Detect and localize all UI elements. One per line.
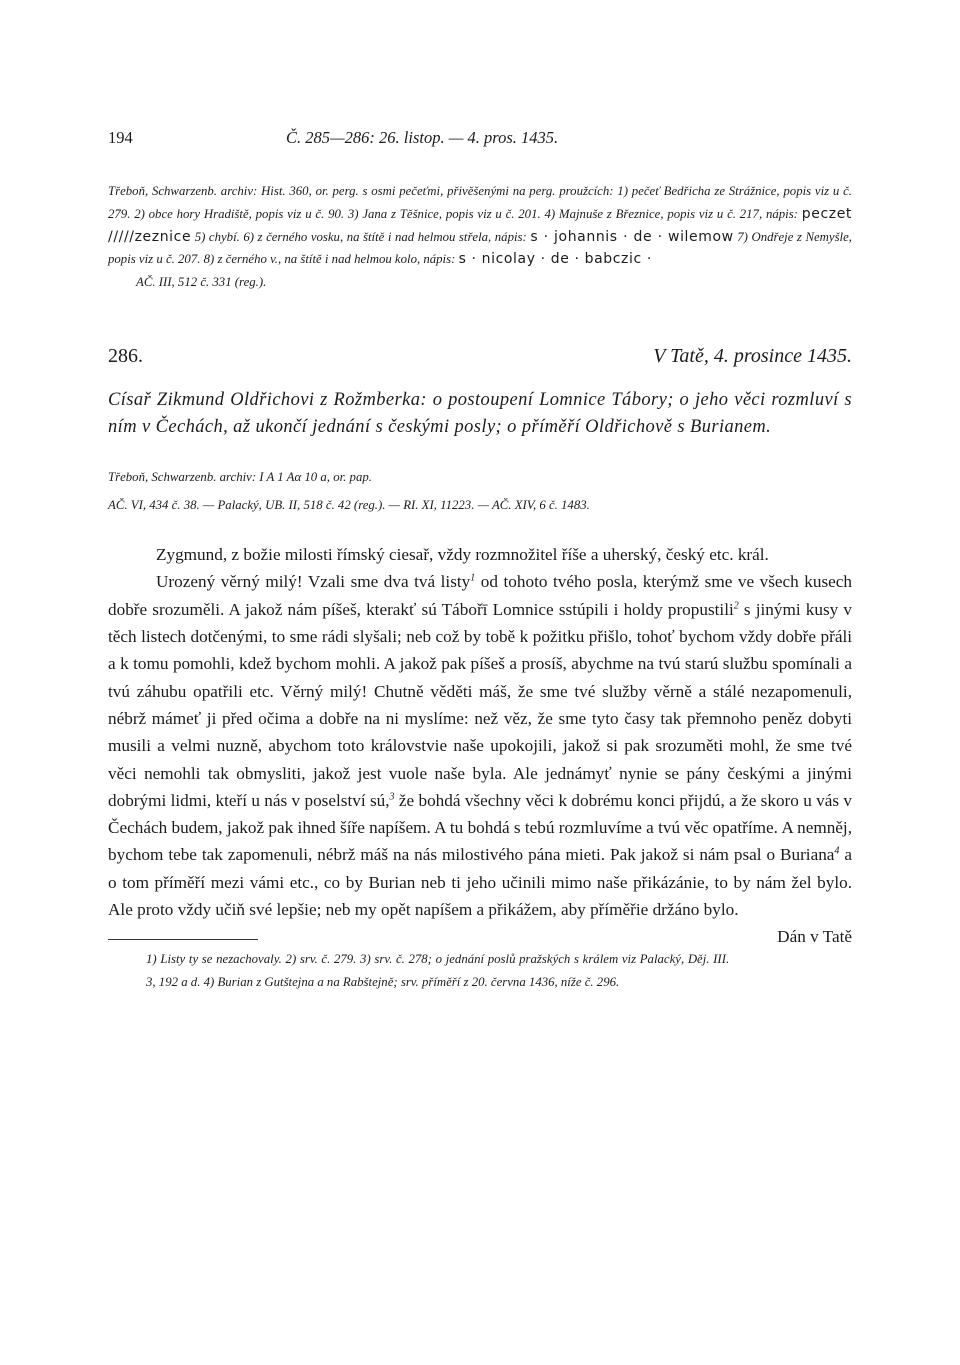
- letter-body: [108, 568, 853, 947]
- running-title: Č. 285—286: 26. listop. — 4. pros. 1435.: [286, 128, 559, 147]
- page-number: 194: [108, 128, 133, 147]
- document-regest: Císař Zikmund Oldřichovi z Rožmberka: o postoupení Lomnice Tábory; o jeho věci rozmluví s ním v Čechách, až ukončí jednání s českými posly; o příměří Oldřichově s Burianem.: [108, 390, 852, 438]
- closing-text: Dán v Tatě: [777, 927, 852, 947]
- document-number: 286.: [108, 345, 143, 368]
- editions-line: AČ. VI, 434 č. 38. — Palacký, UB. II, 518 č. 42 (reg.). — RI. XI, 11223. — AČ. XIV, 6 č. 1483.: [108, 498, 590, 513]
- footnotes: 1) Listy ty se nezachovaly. 2) srv. č. 279. 3) srv. č. 278; o jednání poslů pražských s králem viz Palacký, Děj. III. 3, 192 a d. 4) Burian z Gutštejna a na Rabštejně; srv. příměří z 20. června 1436, níže č. 296.: [146, 952, 730, 989]
- document-heading: [108, 345, 852, 375]
- body-part-4: že bohdá všechny věci k dobrému konci přijdú, a že skoro u vás v Čechách budem, jakož pak ihned šíře napíšem. A tu bohdá s tebú rozmluvíme a tvú věc opatříme. A nemněj, bychom tebe tak zapomenuli, nébrž máš na nás milostivého pána mieti. Pak jakož si nám psal o Buriana: [108, 790, 852, 865]
- body-part-3: s jinými kusy v těch listech dotčenými, to sme rádi slyšali; neb což by tobě k požitku přišlo, tohoť bychom vždy dobře přáli a k tomu pomohli, kdež bychom mohli. A jakož pak píšeš a prosíš, abychme na tvú starú službu spomínali a tvú záhubu opatřili etc. Věrný milý! Chutně věděti máš, že sme tvé služby věrně a stálé nezapomenuli, nébrž mámeť ji před očima a dobře na ni myslíme: než věz, že sme tyto časy tak přemnoho peněz dobyti musili a velmi nuzně, abychom toto královstvie naše upokojili, jakož si pak srozuměti mohl, že sme tvé věci nemohli tak obmysliti, jakož jest vuole naše byla. Ale jednámyť nynie se pány českými a jinými dobrými lidmi, kteří u nás v poselství sú,: [108, 599, 852, 810]
- salutation: Zygmund, z božie milosti římský ciesař, vždy rozmnožitel říše a uherský, český etc. král.: [156, 545, 769, 565]
- page: [108, 128, 852, 993]
- footnote-ref-1[interactable]: 1: [470, 572, 476, 584]
- previous-document-reference: AČ. III, 512 č. 331 (reg.).: [136, 275, 267, 290]
- body-part-5: a o tom příměří mezi vámi etc., co by Burian neb ti jeho učinili mimo naše přikázánie, to by nám žel bylo. Ale proto vždy učiň své lepšie; neb my opět napíšem a přikážem, aby příměřie držáno bylo.: [108, 845, 852, 920]
- prev-text-1: Třeboň, Schwarzenb. archiv: Hist. 360, or. perg. s osmi pečeťmi, přivěšenými na perg. proužcích: 1) pečeť Bedřicha ze Strážnice, popis viz u č. 279. 2) obce hory Hradiště, popis viz u č. 90. 3) Jana z Těšnice, popis viz u č. 201. 4) Majnuše z Březnice, popis viz u č. 217, nápis:: [108, 184, 852, 221]
- document-place-date: V Tatě, 4. prosince 1435.: [653, 345, 852, 368]
- footnote-ref-4[interactable]: 4: [834, 845, 840, 857]
- prev-text-2: 5) chybí. 6) z černého vosku, na štítě i nad helmou střela, nápis:: [194, 229, 527, 244]
- running-head: [108, 128, 852, 152]
- seal-inscription-3: s · nicolay · de · babczic ·: [458, 251, 652, 268]
- archive-line: Třeboň, Schwarzenb. archiv: I A 1 Aα 10 a, or. pap.: [108, 470, 372, 485]
- main-text: [108, 541, 853, 947]
- seal-inscription-1: peczet /////zeznice: [108, 205, 853, 245]
- body-part-1: Urozený věrný milý! Vzali sme dva tvá listy: [156, 572, 471, 592]
- seal-inscription-2: s · johannis · de · wilemow: [530, 228, 734, 245]
- footnote-divider: [108, 939, 258, 940]
- previous-document-description: [108, 180, 852, 271]
- footnote-ref-3[interactable]: 3: [389, 791, 395, 803]
- footnote-ref-2[interactable]: 2: [733, 600, 739, 612]
- body-part-2: od tohoto tvého posla, kterýmž sme ve všech kusech dobře srozuměli. A jakož nám píšeš, kterakť sú Tábořī Lomnice sstúpili i holdy propustili: [108, 572, 853, 619]
- prev-text-3: 7) Ondřeje z Nemyšle, popis viz u č. 207. 8) z černého v., na štítě i nad helmou kolo, nápis:: [108, 229, 852, 267]
- archive-info: [108, 463, 852, 519]
